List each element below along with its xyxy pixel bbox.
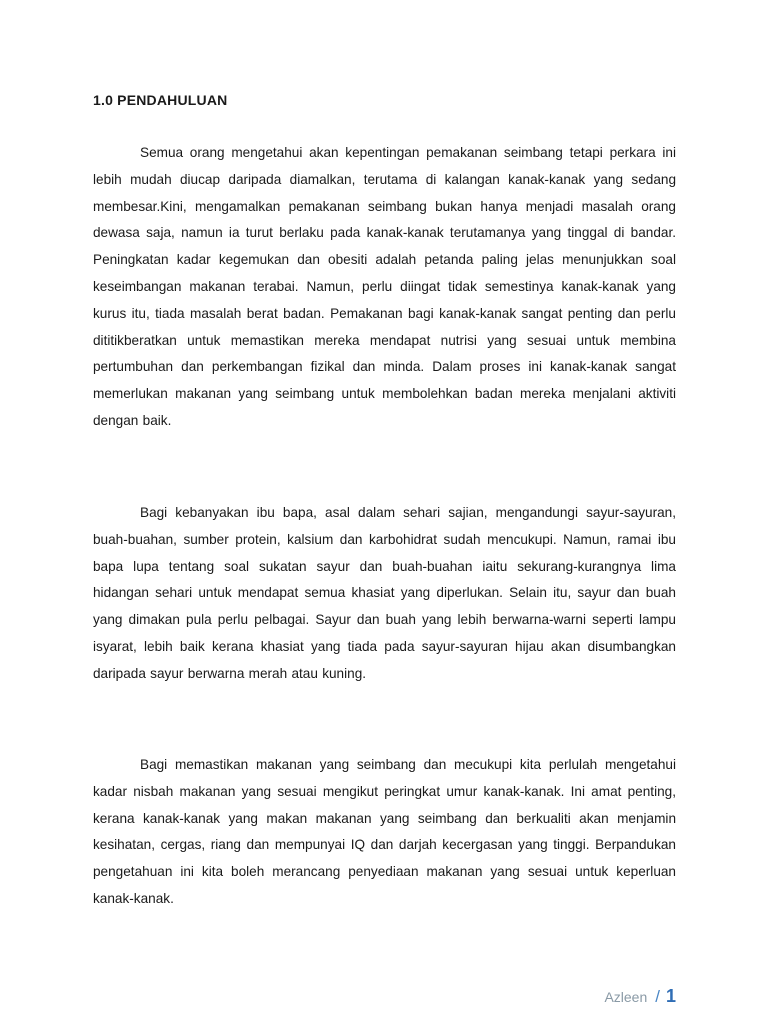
footer-author: Azleen xyxy=(604,989,648,1005)
paragraph-2: Bagi kebanyakan ibu bapa, asal dalam sehari sajian, mengandungi sayur-sayuran, buah-buahan, sumber protein, kalsium dan karbohidrat sudah mencukupi. Namun, ramai ibu bapa lupa tentang soal sukatan sayur dan buah-buahan iaitu sekurang-kurangnya lima hidangan sehari untuk mendapat semua khasiat yang diperlukan. Selain itu, sayur dan buah yang dimakan pula perlu pelbagai. Sayur dan buah yang lebih berwarna-warni seperti lampu isyarat, lebih baik kerana khasiat yang tiada pada sayur-sayuran hijau akan disumbangkan daripada sayur berwarna merah atau kuning. xyxy=(93,505,676,681)
footer-separator: / xyxy=(655,987,660,1006)
paragraph-1: Semua orang mengetahui akan kepentingan pemakanan seimbang tetapi perkara ini lebih mudah diucap daripada diamalkan, terutama di kalangan kanak-kanak yang sedang membesar.Kini, mengamalkan pemakanan seimbang bukan hanya menjadi masalah orang dewasa saja, namun ia turut berlaku pada kanak-kanak terutamanya yang tinggal di bandar. Peningkatan kadar kegemukan dan obesiti adalah petanda paling jelas menunjukkan soal keseimbangan makanan terabai. Namun, perlu diingat tidak semestinya kanak-kanak yang kurus itu, tiada masalah berat badan. Pemakanan bagi kanak-kanak sangat penting dan perlu dititikberatkan untuk memastikan mereka mendapat nutrisi yang sesuai untuk membina pertumbuhan dan perkembangan fizikal dan minda. Dalam proses ini kanak-kanak sangat memerlukan makanan yang seimbang untuk membolehkan badan mereka menjalani aktiviti dengan baik. xyxy=(93,145,676,428)
section-heading: 1.0 PENDAHULUAN xyxy=(93,92,228,108)
paragraph-3: Bagi memastikan makanan yang seimbang dan mecukupi kita perlulah mengetahui kadar nisbah makanan yang sesuai mengikut peringkat umur kanak-kanak. Ini amat penting, kerana kanak-kanak yang makan makanan yang seimbang dan berkualiti akan menjamin kesihatan, cergas, riang dan mempunyai IQ dan darjah kecergasan yang tinggi. Berpandukan pengetahuan ini kita boleh merancang penyediaan makanan yang sesuai untuk keperluan kanak-kanak. xyxy=(93,757,676,906)
page-footer xyxy=(604,986,676,1007)
page-number: 1 xyxy=(665,986,676,1006)
